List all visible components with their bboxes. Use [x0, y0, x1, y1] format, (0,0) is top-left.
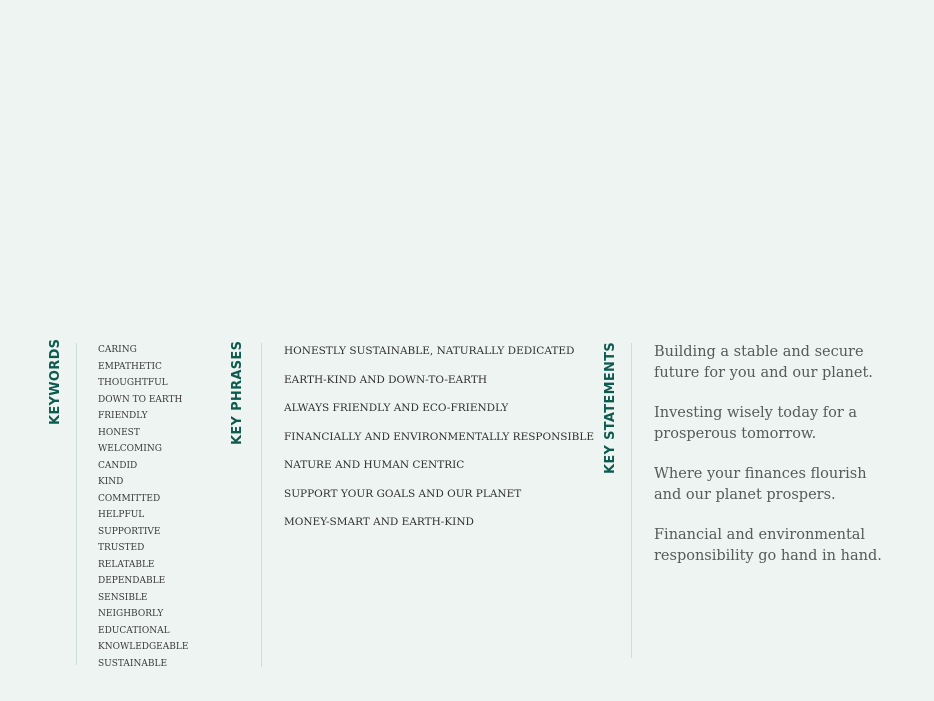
key-phrase-item: MONEY-SMART AND EARTH-KIND	[284, 516, 474, 528]
key-phrase-item: EARTH-KIND AND DOWN-TO-EARTH	[284, 373, 487, 386]
key-statement-line: Financial and environmental	[654, 527, 866, 543]
keyword-item: RELATABLE	[98, 559, 155, 570]
keyword-item: EDUCATIONAL	[98, 625, 170, 636]
keyword-item: KNOWLEDGEABLE	[98, 642, 189, 652]
key-phrase-item: NATURE AND HUMAN CENTRIC	[284, 459, 465, 471]
key-statement-line: responsibility go hand in hand.	[654, 548, 882, 564]
key-phrase-item: HONESTLY SUSTAINABLE, NATURALLY DEDICATED	[284, 345, 575, 357]
keywords-list	[98, 342, 188, 672]
keyword-item: TRUSTED	[98, 543, 145, 553]
keyword-item: HELPFUL	[98, 510, 145, 520]
key-phrases-divider	[261, 343, 262, 667]
key-statements-list	[654, 342, 924, 586]
key-statement-line: Investing wisely today for a	[654, 405, 858, 421]
keyword-item: DEPENDABLE	[98, 576, 166, 586]
keyword-item: COMMITTED	[98, 493, 161, 504]
key-phrase-item: ALWAYS FRIENDLY AND ECO-FRIENDLY	[284, 402, 509, 414]
keyword-item: CARING	[98, 345, 137, 355]
keyword-item: WELCOMING	[98, 444, 162, 454]
keyword-item: THOUGHTFUL	[98, 378, 168, 388]
key-statement-line: future for you and our planet.	[654, 365, 873, 381]
keyword-item: CANDID	[98, 460, 138, 471]
keyword-item: DOWN TO EARTH	[98, 394, 183, 405]
keyword-item: SENSIBLE	[98, 592, 148, 603]
key-statements-heading: KEY STATEMENTS	[603, 341, 618, 474]
keywords-divider	[76, 343, 77, 665]
key-phrases-list	[284, 342, 594, 542]
keyword-item: SUSTAINABLE	[98, 658, 168, 669]
key-statement-line: Building a stable and secure	[654, 344, 864, 360]
key-phrases-heading: KEY PHRASES	[230, 340, 245, 445]
key-statement-item	[654, 403, 924, 464]
keyword-item: HONEST	[98, 427, 140, 438]
key-statement-item	[654, 464, 924, 525]
key-phrase-item: FINANCIALLY AND ENVIRONMENTALLY RESPONSIBLE	[284, 430, 594, 443]
key-phrase-item: SUPPORT YOUR GOALS AND OUR PLANET	[284, 487, 522, 500]
key-statement-item	[654, 342, 924, 403]
keyword-item: KIND	[98, 477, 124, 487]
key-statement-line: and our planet prospers.	[654, 487, 836, 503]
key-statement-line: Where your finances flourish	[654, 466, 867, 482]
key-statements-divider	[631, 343, 632, 658]
keyword-item: EMPATHETIC	[98, 361, 162, 372]
keyword-item: SUPPORTIVE	[98, 526, 161, 537]
keyword-item: FRIENDLY	[98, 411, 148, 421]
keywords-heading: KEYWORDS	[48, 338, 63, 425]
key-statement-item	[654, 525, 924, 586]
key-statement-line: prosperous tomorrow.	[654, 426, 817, 442]
keyword-item: NEIGHBORLY	[98, 609, 164, 619]
